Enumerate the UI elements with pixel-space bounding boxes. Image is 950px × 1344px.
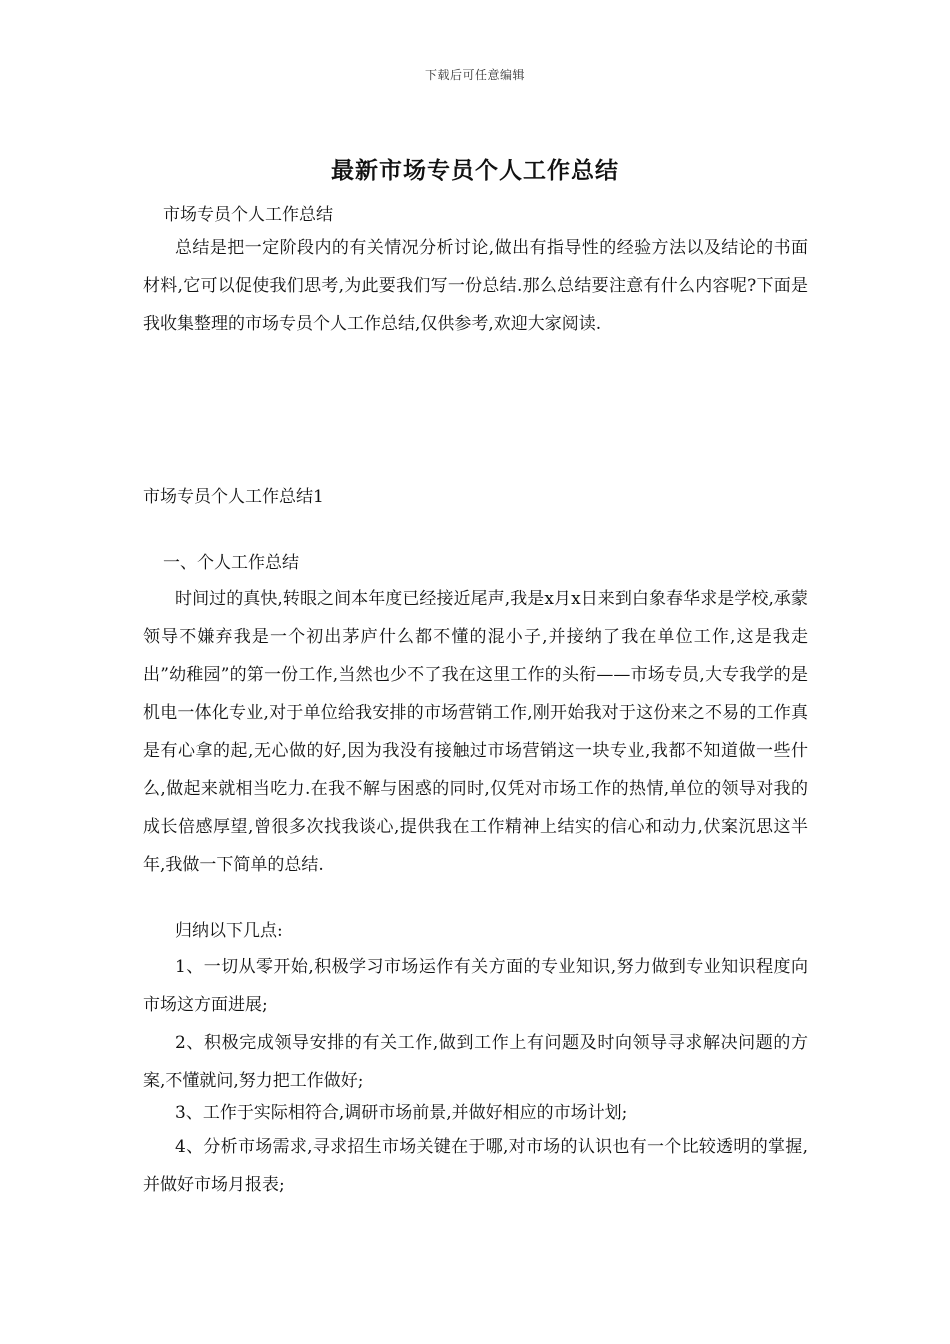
page-header-note: 下载后可任意编辑 [424, 68, 525, 82]
document-subtitle: 市场专员个人工作总结 [163, 205, 333, 225]
document-title: 最新市场专员个人工作总结 [331, 157, 619, 184]
part-heading: 一、个人工作总结 [163, 553, 299, 573]
list-item: 2、积极完成领导安排的有关工作,做到工作上有问题及时向领导寻求解决问题的方案,不懂就问,努力把工作做好; [143, 1033, 808, 1091]
section-title: 市场专员个人工作总结1 [143, 487, 324, 507]
list-item: 4、分析市场需求,寻求招生市场关键在于哪,对市场的认识也有一个比较透明的掌握,并做好市场月报表; [143, 1137, 808, 1195]
list-item: 3、工作于实际相符合,调研市场前景,并做好相应的市场计划; [175, 1103, 628, 1123]
list-item: 1、一切从零开始,积极学习市场运作有关方面的专业知识,努力做到专业知识程度向市场这方面进展; [143, 957, 808, 1015]
intro-paragraph: 总结是把一定阶段内的有关情况分析讨论,做出有指导性的经验方法以及结论的书面材料,它可以促使我们思考,为此要我们写一份总结.那么总结要注意有什么内容呢?下面是我收集整理的市场专员个人工作总结,仅供参考,欢迎大家阅读. [143, 238, 808, 334]
summary-intro: 归纳以下几点: [175, 921, 283, 941]
main-paragraph: 时间过的真快,转眼之间本年度已经接近尾声,我是x月x日来到白象春华求是学校,承蒙领导不嫌弃我是一个初出茅庐什么都不懂的混小子,并接纳了我在单位工作,这是我走出”幼稚园”的第一份工作,当然也少不了我在这里工作的头衔——市场专员,大专我学的是机电一体化专业,对于单位给我安排的市场营销工作,刚开始我对于这份来之不易的工作真是有心拿的起,无心做的好,因为我没有接触过市场营销这一块专业,我都不知道做一些什么,做起来就相当吃力.在我不解与困惑的同时,仅凭对市场工作的热情,单位的领导对我的成长倍感厚望,曾很多次找我谈心,提供我在工作精神上结实的信心和动力,伏案沉思这半年,我做一下简单的总结. [143, 589, 808, 875]
